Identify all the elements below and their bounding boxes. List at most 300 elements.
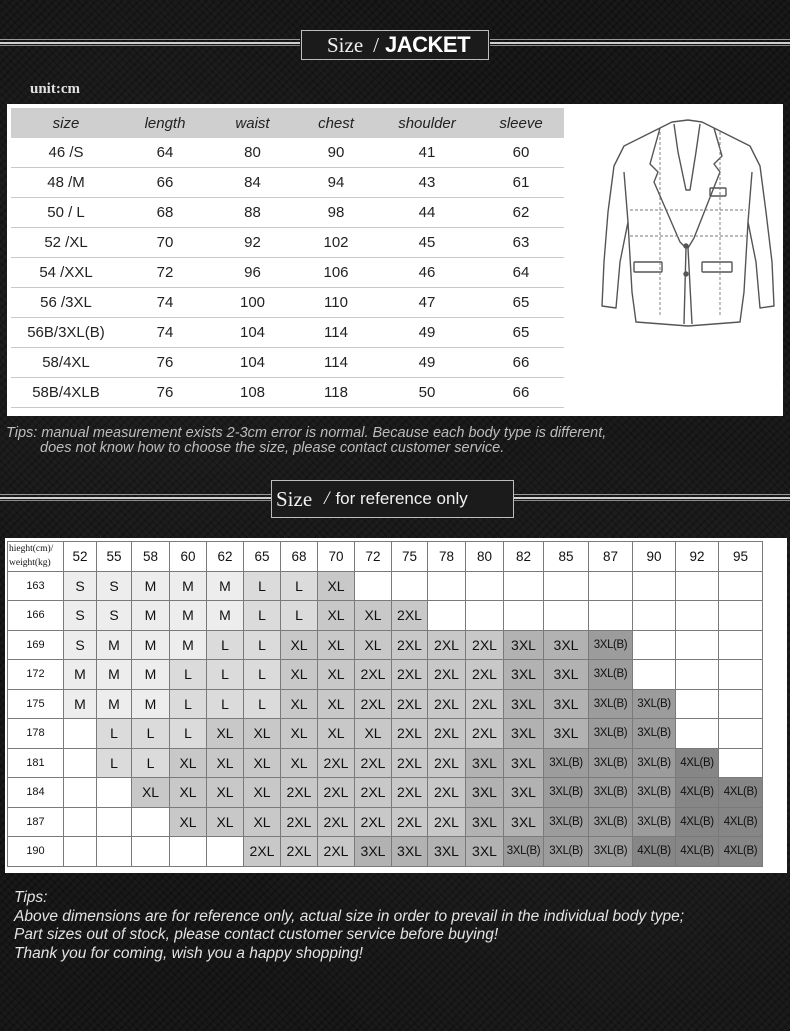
size-suggestion-cell: XL xyxy=(318,630,355,660)
size-suggestion-cell: 3XL(B) xyxy=(544,807,589,837)
corner-weight-label: weight(kg) xyxy=(9,558,51,568)
weight-column-header: 60 xyxy=(170,542,207,572)
measurement-row xyxy=(11,228,564,258)
measurement-column-header: waist xyxy=(209,108,296,138)
title-category: JACKET xyxy=(385,32,471,57)
measurement-value-cell: 102 xyxy=(296,228,376,258)
size-suggestion-cell: L xyxy=(170,689,207,719)
measurement-value-cell: 50 xyxy=(376,378,478,408)
size-suggestion-cell: 4XL(B) xyxy=(719,778,763,808)
measurement-row xyxy=(11,168,564,198)
size-suggestion-cell: XL xyxy=(244,748,281,778)
measurement-value-cell: 62 xyxy=(478,198,564,228)
measurement-table xyxy=(11,108,564,408)
size-suggestion-cell: 3XL xyxy=(504,660,544,690)
size-suggestion-cell xyxy=(466,571,504,601)
title2-slash: / xyxy=(324,488,330,509)
measurement-size-cell: 56 /3XL xyxy=(11,288,121,318)
weight-column-header: 72 xyxy=(355,542,392,572)
size-suggestion-cell: 2XL xyxy=(355,748,392,778)
size-suggestion-cell: 2XL xyxy=(318,837,355,867)
size-suggestion-cell xyxy=(589,571,633,601)
weight-column-header: 92 xyxy=(676,542,719,572)
size-suggestion-cell: M xyxy=(207,571,244,601)
size-suggestion-cell: L xyxy=(97,719,132,749)
measurement-value-cell: 94 xyxy=(296,168,376,198)
size-suggestion-cell: 3XL(B) xyxy=(633,719,676,749)
measurement-value-cell: 64 xyxy=(121,138,209,168)
reference-row xyxy=(8,748,763,778)
measurement-value-cell: 90 xyxy=(296,138,376,168)
measurement-value-cell: 60 xyxy=(478,138,564,168)
size-suggestion-cell: M xyxy=(132,689,170,719)
height-row-header: 169 xyxy=(8,630,64,660)
size-suggestion-cell xyxy=(676,719,719,749)
bottom-tips-line-3: Part sizes out of stock, please contact customer service before buying! xyxy=(14,926,499,943)
size-suggestion-cell: 3XL xyxy=(466,778,504,808)
measurement-row xyxy=(11,288,564,318)
size-suggestion-cell xyxy=(64,778,97,808)
bottom-tips-line-1: Tips: xyxy=(14,889,48,906)
tips-line-2: does not know how to choose the size, please contact customer service. xyxy=(40,440,505,456)
size-suggestion-cell: 2XL xyxy=(318,807,355,837)
size-suggestion-cell: 2XL xyxy=(392,807,428,837)
measurement-value-cell: 80 xyxy=(209,138,296,168)
height-row-header: 184 xyxy=(8,778,64,808)
header2-rule-left xyxy=(0,494,272,501)
size-suggestion-cell xyxy=(97,837,132,867)
size-suggestion-cell: 2XL xyxy=(355,689,392,719)
size-suggestion-cell: XL xyxy=(170,778,207,808)
size-suggestion-cell: L xyxy=(170,660,207,690)
size-suggestion-cell: XL xyxy=(281,719,318,749)
size-suggestion-cell xyxy=(97,807,132,837)
size-suggestion-cell: 3XL xyxy=(428,837,466,867)
size-suggestion-cell: XL xyxy=(318,571,355,601)
size-suggestion-cell: 2XL xyxy=(428,748,466,778)
jacket-size-title xyxy=(301,30,489,60)
size-suggestion-cell: S xyxy=(64,630,97,660)
reference-size-grid xyxy=(7,541,763,867)
unit-label: unit:cm xyxy=(30,81,80,97)
size-suggestion-cell xyxy=(676,660,719,690)
weight-column-header: 52 xyxy=(64,542,97,572)
measurement-value-cell: 114 xyxy=(296,318,376,348)
measurement-size-cell: 56B/3XL(B) xyxy=(11,318,121,348)
measurement-value-cell: 68 xyxy=(121,198,209,228)
size-suggestion-cell xyxy=(633,630,676,660)
size-suggestion-cell: 3XL xyxy=(504,630,544,660)
size-suggestion-cell: 3XL xyxy=(544,660,589,690)
size-suggestion-cell: 3XL(B) xyxy=(633,748,676,778)
measurement-row xyxy=(11,138,564,168)
size-suggestion-cell xyxy=(719,689,763,719)
size-suggestion-cell: 2XL xyxy=(392,630,428,660)
size-suggestion-cell: 3XL xyxy=(504,778,544,808)
size-suggestion-cell: 4XL(B) xyxy=(633,837,676,867)
size-suggestion-cell: XL xyxy=(207,748,244,778)
measurement-size-cell: 48 /M xyxy=(11,168,121,198)
size-suggestion-cell: M xyxy=(207,601,244,631)
size-suggestion-cell xyxy=(676,630,719,660)
bottom-tips-line-4: Thank you for coming, wish you a happy shopping! xyxy=(14,944,363,962)
size-suggestion-cell: M xyxy=(64,660,97,690)
measurement-value-cell: 66 xyxy=(478,348,564,378)
size-suggestion-cell: 2XL xyxy=(428,660,466,690)
size-suggestion-cell: M xyxy=(132,571,170,601)
size-suggestion-cell: XL xyxy=(318,601,355,631)
size-suggestion-cell: L xyxy=(244,660,281,690)
measurement-value-cell: 96 xyxy=(209,258,296,288)
grid-corner-label xyxy=(8,542,64,572)
title-size-word: Size xyxy=(327,32,364,57)
weight-column-header: 82 xyxy=(504,542,544,572)
size-suggestion-cell: XL xyxy=(170,748,207,778)
reference-row xyxy=(8,807,763,837)
size-suggestion-cell: 3XL(B) xyxy=(589,748,633,778)
size-suggestion-cell: 2XL xyxy=(428,630,466,660)
size-suggestion-cell: 3XL(B) xyxy=(589,837,633,867)
size-suggestion-cell xyxy=(633,571,676,601)
measurement-value-cell: 65 xyxy=(478,288,564,318)
size-suggestion-cell: L xyxy=(132,748,170,778)
weight-column-header: 70 xyxy=(318,542,355,572)
size-suggestion-cell: 2XL xyxy=(466,719,504,749)
size-suggestion-cell: M xyxy=(132,660,170,690)
size-suggestion-cell: 2XL xyxy=(428,778,466,808)
size-suggestion-cell xyxy=(170,837,207,867)
size-suggestion-cell xyxy=(676,571,719,601)
weight-column-header: 80 xyxy=(466,542,504,572)
measurement-value-cell: 47 xyxy=(376,288,478,318)
measurement-value-cell: 49 xyxy=(376,318,478,348)
size-suggestion-cell: L xyxy=(207,660,244,690)
measurement-size-cell: 58B/4XLB xyxy=(11,378,121,408)
size-suggestion-cell: L xyxy=(281,571,318,601)
size-suggestion-cell: XL xyxy=(281,630,318,660)
measurement-row xyxy=(11,348,564,378)
size-suggestion-cell: 2XL xyxy=(318,778,355,808)
title-slash: / xyxy=(373,32,379,57)
measurement-row xyxy=(11,378,564,408)
size-suggestion-cell: 2XL xyxy=(428,719,466,749)
size-suggestion-cell: M xyxy=(97,660,132,690)
size-suggestion-cell: 3XL xyxy=(466,748,504,778)
weight-column-header: 78 xyxy=(428,542,466,572)
size-suggestion-cell: 3XL xyxy=(504,748,544,778)
size-suggestion-cell xyxy=(97,778,132,808)
size-suggestion-cell xyxy=(633,601,676,631)
size-suggestion-cell: 4XL(B) xyxy=(676,778,719,808)
measurement-value-cell: 106 xyxy=(296,258,376,288)
size-suggestion-cell: 3XL(B) xyxy=(589,689,633,719)
size-suggestion-cell: 3XL xyxy=(355,837,392,867)
size-suggestion-cell: M xyxy=(64,689,97,719)
reference-row xyxy=(8,689,763,719)
size-suggestion-cell: 3XL(B) xyxy=(633,807,676,837)
size-suggestion-cell: S xyxy=(64,571,97,601)
measurement-value-cell: 118 xyxy=(296,378,376,408)
size-suggestion-cell xyxy=(719,748,763,778)
weight-column-header: 55 xyxy=(97,542,132,572)
measurement-value-cell: 104 xyxy=(209,318,296,348)
size-suggestion-cell xyxy=(64,719,97,749)
size-suggestion-cell xyxy=(132,807,170,837)
size-suggestion-cell: 2XL xyxy=(281,807,318,837)
measurement-value-cell: 74 xyxy=(121,318,209,348)
size-suggestion-cell: 3XL(B) xyxy=(633,778,676,808)
measurement-value-cell: 76 xyxy=(121,348,209,378)
measurement-column-header: sleeve xyxy=(478,108,564,138)
size-suggestion-cell: XL xyxy=(207,807,244,837)
size-suggestion-cell: 3XL(B) xyxy=(544,748,589,778)
size-suggestion-cell: 3XL xyxy=(544,689,589,719)
size-suggestion-cell: 4XL(B) xyxy=(719,837,763,867)
size-suggestion-cell xyxy=(428,571,466,601)
measurement-value-cell: 49 xyxy=(376,348,478,378)
size-suggestion-cell: 2XL xyxy=(466,660,504,690)
tips-line-1: Tips: manual measurement exists 2-3cm error is normal. Because each body type is different, xyxy=(6,425,607,441)
measurement-value-cell: 76 xyxy=(121,378,209,408)
size-suggestion-cell: 3XL(B) xyxy=(589,807,633,837)
measurement-size-cell: 50 / L xyxy=(11,198,121,228)
size-suggestion-cell: 3XL(B) xyxy=(633,689,676,719)
size-suggestion-cell xyxy=(207,837,244,867)
reference-row xyxy=(8,719,763,749)
reference-row xyxy=(8,660,763,690)
weight-column-header: 65 xyxy=(244,542,281,572)
size-suggestion-cell: 2XL xyxy=(355,778,392,808)
size-suggestion-cell: XL xyxy=(244,807,281,837)
size-suggestion-cell: XL xyxy=(170,807,207,837)
measurement-value-cell: 92 xyxy=(209,228,296,258)
measurement-value-cell: 41 xyxy=(376,138,478,168)
measurement-size-cell: 52 /XL xyxy=(11,228,121,258)
size-suggestion-cell xyxy=(355,571,392,601)
size-suggestion-cell xyxy=(64,807,97,837)
size-suggestion-cell: L xyxy=(244,630,281,660)
height-row-header: 187 xyxy=(8,807,64,837)
size-suggestion-cell: 3XL(B) xyxy=(504,837,544,867)
measurement-value-cell: 46 xyxy=(376,258,478,288)
measurement-value-cell: 88 xyxy=(209,198,296,228)
size-suggestion-cell xyxy=(544,601,589,631)
size-suggestion-cell xyxy=(589,601,633,631)
size-suggestion-cell: S xyxy=(97,571,132,601)
size-suggestion-cell: L xyxy=(97,748,132,778)
size-suggestion-cell xyxy=(676,601,719,631)
measurement-tips xyxy=(6,426,786,456)
measurement-row xyxy=(11,198,564,228)
size-suggestion-cell: 4XL(B) xyxy=(676,837,719,867)
measurement-row xyxy=(11,318,564,348)
size-suggestion-cell xyxy=(466,601,504,631)
size-suggestion-cell: 3XL xyxy=(466,807,504,837)
size-suggestion-cell: S xyxy=(64,601,97,631)
height-row-header: 181 xyxy=(8,748,64,778)
reference-row xyxy=(8,630,763,660)
size-suggestion-cell: 3XL(B) xyxy=(544,837,589,867)
measurement-column-header: size xyxy=(11,108,121,138)
size-suggestion-cell xyxy=(719,630,763,660)
weight-column-header: 62 xyxy=(207,542,244,572)
size-suggestion-cell: 3XL xyxy=(504,719,544,749)
size-suggestion-cell: 2XL xyxy=(392,689,428,719)
weight-column-header: 87 xyxy=(589,542,633,572)
size-suggestion-cell: L xyxy=(244,689,281,719)
size-suggestion-cell: 2XL xyxy=(428,689,466,719)
measurement-value-cell: 65 xyxy=(478,318,564,348)
size-suggestion-cell xyxy=(392,571,428,601)
size-suggestion-cell: XL xyxy=(207,778,244,808)
size-suggestion-cell: 4XL(B) xyxy=(676,748,719,778)
measurement-value-cell: 44 xyxy=(376,198,478,228)
measurement-value-cell: 84 xyxy=(209,168,296,198)
header-rule-right xyxy=(490,39,790,46)
size-suggestion-cell: 3XL xyxy=(392,837,428,867)
measurement-value-cell: 114 xyxy=(296,348,376,378)
size-suggestion-cell: 2XL xyxy=(392,778,428,808)
size-suggestion-cell: M xyxy=(170,630,207,660)
size-suggestion-cell: 3XL(B) xyxy=(589,630,633,660)
header-rule-left xyxy=(0,39,300,46)
measurement-size-cell: 46 /S xyxy=(11,138,121,168)
measurement-value-cell: 45 xyxy=(376,228,478,258)
size-suggestion-cell xyxy=(428,601,466,631)
size-suggestion-cell: 2XL xyxy=(392,719,428,749)
size-suggestion-cell: L xyxy=(170,719,207,749)
size-suggestion-cell: L xyxy=(207,630,244,660)
size-suggestion-cell xyxy=(719,719,763,749)
size-suggestion-cell: XL xyxy=(244,778,281,808)
size-suggestion-cell: 4XL(B) xyxy=(719,807,763,837)
size-suggestion-cell: 2XL xyxy=(355,660,392,690)
weight-column-header: 85 xyxy=(544,542,589,572)
measurement-value-cell: 63 xyxy=(478,228,564,258)
weight-column-header: 95 xyxy=(719,542,763,572)
size-suggestion-cell: 2XL xyxy=(466,630,504,660)
size-suggestion-cell: M xyxy=(170,601,207,631)
measurement-header-row xyxy=(11,108,564,138)
size-suggestion-cell: XL xyxy=(281,689,318,719)
height-row-header: 172 xyxy=(8,660,64,690)
height-row-header: 175 xyxy=(8,689,64,719)
size-suggestion-cell xyxy=(544,571,589,601)
size-suggestion-cell xyxy=(504,571,544,601)
height-row-header: 190 xyxy=(8,837,64,867)
size-suggestion-cell: 3XL xyxy=(504,689,544,719)
size-suggestion-cell: 3XL xyxy=(466,837,504,867)
size-suggestion-cell: 3XL xyxy=(544,719,589,749)
size-suggestion-cell xyxy=(64,837,97,867)
weight-column-header: 68 xyxy=(281,542,318,572)
size-suggestion-cell: 3XL(B) xyxy=(589,719,633,749)
reference-row xyxy=(8,837,763,867)
size-suggestion-cell: M xyxy=(97,689,132,719)
size-suggestion-cell: M xyxy=(132,601,170,631)
size-suggestion-cell: L xyxy=(132,719,170,749)
measurement-value-cell: 74 xyxy=(121,288,209,318)
size-suggestion-cell: 4XL(B) xyxy=(676,807,719,837)
measurement-column-header: length xyxy=(121,108,209,138)
size-suggestion-cell: XL xyxy=(281,660,318,690)
jacket-sketch-icon xyxy=(598,112,778,332)
weight-column-header: 58 xyxy=(132,542,170,572)
size-suggestion-cell: XL xyxy=(318,719,355,749)
size-suggestion-cell: 3XL(B) xyxy=(544,778,589,808)
measurement-column-header: shoulder xyxy=(376,108,478,138)
weight-column-header: 90 xyxy=(633,542,676,572)
measurement-value-cell: 110 xyxy=(296,288,376,318)
measurement-value-cell: 98 xyxy=(296,198,376,228)
size-suggestion-cell: 3XL xyxy=(504,807,544,837)
height-row-header: 166 xyxy=(8,601,64,631)
size-suggestion-cell: 2XL xyxy=(392,601,428,631)
size-suggestion-cell: 2XL xyxy=(318,748,355,778)
size-suggestion-cell: 2XL xyxy=(428,807,466,837)
measurement-value-cell: 64 xyxy=(478,258,564,288)
size-suggestion-cell: XL xyxy=(132,778,170,808)
size-suggestion-cell: M xyxy=(97,630,132,660)
measurement-size-cell: 54 /XXL xyxy=(11,258,121,288)
size-suggestion-cell: XL xyxy=(207,719,244,749)
size-suggestion-cell: L xyxy=(244,571,281,601)
size-suggestion-cell xyxy=(504,601,544,631)
size-suggestion-cell: 3XL(B) xyxy=(589,778,633,808)
measurement-value-cell: 61 xyxy=(478,168,564,198)
reference-row xyxy=(8,601,763,631)
size-suggestion-cell: XL xyxy=(281,748,318,778)
reference-row xyxy=(8,778,763,808)
measurement-size-cell: 58/4XL xyxy=(11,348,121,378)
size-suggestion-cell: XL xyxy=(244,719,281,749)
height-row-header: 163 xyxy=(8,571,64,601)
size-suggestion-cell: XL xyxy=(355,601,392,631)
size-suggestion-cell: S xyxy=(97,601,132,631)
size-suggestion-cell: XL xyxy=(355,719,392,749)
reference-size-title xyxy=(271,480,514,518)
bottom-tips-line-2: Above dimensions are for reference only, actual size in order to prevail in the individual body type; xyxy=(14,907,685,925)
size-suggestion-cell xyxy=(719,601,763,631)
size-suggestion-cell xyxy=(719,571,763,601)
size-suggestion-cell: L xyxy=(281,601,318,631)
size-suggestion-cell xyxy=(633,660,676,690)
title2-size-word: Size xyxy=(276,486,313,511)
corner-height-label: hieght(cm)/ xyxy=(9,544,54,554)
size-suggestion-cell xyxy=(132,837,170,867)
measurement-value-cell: 70 xyxy=(121,228,209,258)
measurement-column-header: chest xyxy=(296,108,376,138)
size-suggestion-cell: 2XL xyxy=(281,778,318,808)
size-suggestion-cell xyxy=(64,748,97,778)
size-suggestion-cell: L xyxy=(244,601,281,631)
measurement-value-cell: 108 xyxy=(209,378,296,408)
size-suggestion-cell: XL xyxy=(318,689,355,719)
size-suggestion-cell: L xyxy=(207,689,244,719)
size-suggestion-cell: XL xyxy=(355,630,392,660)
measurement-value-cell: 104 xyxy=(209,348,296,378)
measurement-value-cell: 72 xyxy=(121,258,209,288)
measurement-value-cell: 100 xyxy=(209,288,296,318)
title2-subtitle: for reference only xyxy=(335,489,468,508)
reference-row xyxy=(8,571,763,601)
measurement-row xyxy=(11,258,564,288)
bottom-tips xyxy=(14,889,784,963)
weight-column-header: 75 xyxy=(392,542,428,572)
measurement-value-cell: 43 xyxy=(376,168,478,198)
size-suggestion-cell: 3XL xyxy=(544,630,589,660)
size-suggestion-cell: M xyxy=(132,630,170,660)
